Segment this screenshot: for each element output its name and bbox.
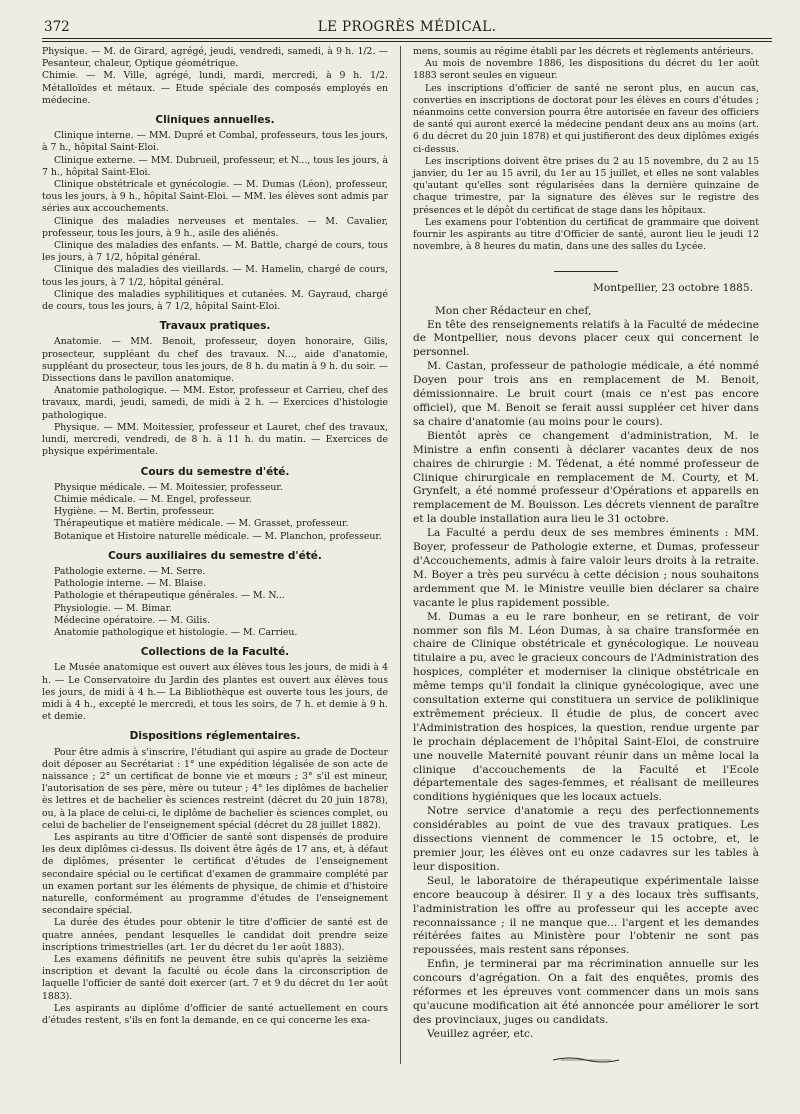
letter-salutation: Mon cher Rédacteur en chef, [435, 304, 592, 317]
section-heading-collections: Collections de la Faculté. [140, 646, 290, 659]
journal-title: LE PROGRÈS MÉDICAL. [317, 19, 497, 35]
paragraph: Physiologie. — M. Bimar. [54, 602, 172, 614]
page-header [42, 16, 772, 39]
paragraph: Les inscriptions d'officier de santé ne seront plus, en aucun cas, converties en inscriptions de doctorat pour les élèves en cours d'études ; néanmoins cette conversion pourra être autorisée en faveur des officiers de santé qui auront exercé la médecine pendant deux ans au moins (art. 6 du décret du 20 juin 1878) et qui justifieront des deux diplômes exigés ci-dessus. [413, 82, 759, 155]
paragraph: Botanique et Histoire naturelle médicale. — M. Planchon, professeur. [54, 530, 382, 542]
paragraph: Physique. — MM. Moitessier, professeur et Lauret, chef des travaux, lundi, mercredi, vendredi, de 8 h. à 11 h. du matin. — Exercices de physique expérimentale. [42, 421, 388, 458]
paragraph: Clinique des maladies des enfants. — M. Battle, chargé de cours, tous les jours, à 7 1/2, hôpital général. [42, 240, 388, 264]
paragraph: Anatomie. — MM. Benoit, professeur, doyen honoraire, Gilis, prosecteur, suppléant du chef des travaux. N..., aide d'anatomie, suppléant du prosecteur, tous les jours, de 8 h. du matin à 9 h. du soir. — Dissections dans le pavillon anatomique. [42, 336, 388, 385]
paragraph: Seul, le laboratoire de thérapeutique expérimentale laisse encore beaucoup à désirer. Il y a des locaux très suffisants, l'administration les offre au professeur qui les accepte avec reconnaissance ; il ne manque que... l'argent et les demandes réitérées faites au Ministère pour l'obtenir ne sont pas repoussées, mais restent sans réponses. [413, 874, 759, 957]
page-number: 372 [44, 19, 70, 35]
paragraph: Enfin, je terminerai par ma récrimination annuelle sur les concours d'agrégation. On a fait des enquêtes, promis des réformes et les épreuves vont commencer dans un mois sans qu'aucune modification ait été annoncée pour améliorer le sort des provinciaux, juges ou candidats. [413, 958, 759, 1026]
paragraph: Clinique des maladies nerveuses et mentales. — M. Cavalier, professeur, tous les jours, à 9 h., asile des aliénés. [42, 215, 388, 239]
paragraph: Clinique des maladies syphilitiques et cutanées. M. Gayraud, chargé de cours, tous les jours, à 7 1/2, hôpital Saint-Eloi. [42, 288, 388, 313]
paragraph: Chimie médicale. — M. Engel, professeur. [54, 493, 252, 505]
right-column [413, 46, 759, 1064]
end-ornament-icon [551, 1056, 621, 1064]
letter-body [413, 305, 759, 1042]
section-separator [554, 271, 618, 272]
paragraph: Hygiène. — M. Bertin, professeur. [54, 506, 215, 518]
paragraph: Bientôt après ce changement d'administration, M. le Ministre a enfin consenti à déclarer vacantes deux de nos chaires de chirurgie : M. Tédenat, a été nommé professeur de Clinique chirurgicale en remplacement de M. Courty, et M. Grynfelt, a été nommé professeur d'Opérations et appareils en remplacement de M. Bouisson. Les décrets viennent de paraître et la double installation aura lieu le 31 octobre. [413, 429, 759, 526]
paragraph: Les inscriptions doivent être prises du 2 au 15 novembre, du 2 au 15 janvier, du 1er au 15 avril, du 1er au 15 juillet, et elles ne sont valables qu'autant qu'elles sont régularisées dans la dernière quinzaine de chaque trimestre, par la signature des élèves sur le registre des présences et le dépôt du certificat de stage dans les hôpitaux. [413, 155, 759, 216]
paragraph: Clinique externe. — MM. Dubrueil, professeur, et N..., tous les jours, à 7 h., hôpital Saint-Eloi. [42, 154, 388, 178]
section-heading-dispositions: Dispositions réglementaires. [129, 730, 301, 743]
paragraph: Thérapeutique et matière médicale. — M. Grasset, professeur. [54, 518, 349, 530]
regulations-continued [413, 46, 759, 253]
paragraph: En tête des renseignements relatifs à la Faculté de médecine de Montpellier, nous devons placer ceux qui concernent le personnel. [413, 318, 759, 359]
paragraph: Physique médicale. — M. Moitessier, professeur. [54, 481, 283, 493]
paragraph: Anatomie pathologique. — MM. Estor, professeur et Carrieu, chef des travaux, mardi, jeudi, samedi, de midi à 2 h. — Exercices d'histologie pathologique. [42, 385, 388, 421]
paragraph: Clinique des maladies des vieillards. — M. Hamelin, chargé de cours, tous les jours, à 7 1/2, hôpital général. [42, 264, 388, 288]
paragraph: Chimie. — M. Ville, agrégé, lundi, mardi, mercredi, à 9 h. 1/2. Métalloïdes et métaux. — Etude spéciale des composés employés en médecine. [42, 70, 388, 106]
section-heading-cliniques: Cliniques annuelles. [155, 114, 275, 127]
section-heading-travaux: Travaux pratiques. [159, 320, 271, 333]
paragraph: M. Castan, professeur de pathologie médicale, a été nommé Doyen pour trois ans en remplacement de M. Benoit, démissionnaire. Le bruit court (mais ce n'est pas encore officiel), que M. Benoit se ferait aussi suppléer cet hiver dans sa chaire d'anatomie (au moins pour le cours). [413, 360, 759, 428]
paragraph: mens, soumis au régime établi par les décrets et règlements antérieurs. [413, 46, 754, 57]
paragraph: La Faculté a perdu deux de ses membres éminents : MM. Boyer, professeur de Pathologie externe, et Dumas, professeur d'Accouchements, admis à faire valoir leurs droits à la retraite. M. Boyer a très peu survécu à cette décision ; nous souhaitons ardemment que M. le Ministre veuille bien déclarer sa chaire vacante le plus rapidement possible. [413, 527, 759, 609]
letter-closing: Veuillez agréer, etc. [427, 1027, 534, 1040]
paragraph: M. Dumas a eu le rare bonheur, en se retirant, de voir nommer son fils M. Léon Dumas, à sa chaire transformée en chaire de Clinique obstétricale et gynécologique. Le nouveau titulaire a pu, avec le gracieux concours de l'Administration des hospices, compléter et moderniser la clinique obstétricale en même temps qu'il fondait la clinique gynécologique, avec une consultation externe qui constituera un service de poliklinique extrêmement précieux. Il étudie de plus, de concert avec l'Administration des hospices, la question, rendue urgente par le prochain déplacement de l'hôpital Saint-Eloi, de construire une nouvelle Maternité pouvant réunir dans un même local la clinique d'accouchements de la Faculté et l'Ecole départementale des sages-femmes, et réalisant de meilleures conditions hygiéniques que les locaux actuels. [413, 610, 759, 804]
section-heading-ete: Cours du semestre d'été. [140, 465, 290, 478]
two-column-body [42, 46, 772, 1064]
paragraph: Clinique interne. — MM. Dupré et Combal, professeurs, tous les jours, à 7 h., hôpital Saint-Eloi. [42, 130, 388, 154]
paragraph: Les examens pour l'obtention du certificat de grammaire que doivent fournir les aspirants au titre d'Officier de santé, auront lieu le jeudi 12 novembre, à 8 heures du matin, dans une des salles du Lycée. [413, 216, 759, 253]
column-divider [400, 46, 401, 1064]
paragraph: Les aspirants au titre d'Officier de santé sont dispensés de produire les deux diplômes ci-dessus. Ils doivent être âgés de 17 ans, et, à défaut de diplômes, présenter le certificat d'études de l'enseignement secondaire spécial ou le certificat d'examen de grammaire complété par un examen portant sur les éléments de physique, de chimie et d'histoire naturelle, conformément au programme d'études de l'enseignement secondaire spécial. [42, 831, 388, 917]
section-heading-auxiliaires: Cours auxiliaires du semestre d'été. [108, 549, 322, 562]
paragraph: Clinique obstétricale et gynécologie. — M. Dumas (Léon), professeur, tous les jours, à 9 h., hôpital Saint-Eloi. — MM. les élèves sont admis par séries aux accouchements. [42, 179, 388, 215]
paragraph: Au mois de novembre 1886, les dispositions du décret du 1er août 1883 seront seules en vigueur. [413, 58, 759, 82]
paragraph: Anatomie pathologique et histologie. — M. Carrieu. [54, 626, 298, 638]
paragraph: Notre service d'anatomie a reçu des perfectionnements considérables au point de vue des travaux pratiques. Les dissections viennent de commencer le 15 octobre, et, le premier jour, les élèves ont eu onze cadavres sur les tables à leur disposition. [413, 805, 759, 873]
letter-dateline: Montpellier, 23 octobre 1885. [592, 282, 753, 295]
paragraph: Le Musée anatomique est ouvert aux élèves tous les jours, de midi à 4 h. — Le Conservatoire du Jardin des plantes est ouvert aux élèves tous les jours, de midi à 4 h.— La Bibliothèque est ouverte tous les jours, de midi à 4 h., excepté le mercredi, et tous les soirs, de 7 h. et demie à 9 h. et demie. [42, 662, 388, 723]
paragraph: Pathologie et thérapeutique générales. — M. N... [54, 590, 285, 602]
paragraph: Les aspirants au diplôme d'officier de santé actuellement en cours d'études restent, s'ils en font la demande, en ce qui concerne les exa- [42, 1002, 388, 1027]
paragraph: Physique. — M. de Girard, agrégé, jeudi, vendredi, samedi, à 9 h. 1/2. — Pesanteur, chaleur, Optique géométrique. [42, 46, 388, 70]
paragraph: Médecine opératoire. — M. Gilis. [54, 614, 211, 626]
left-column [42, 46, 388, 1064]
header-double-rule [42, 41, 772, 42]
paragraph: Pathologie interne. — M. Blaise. [54, 578, 206, 590]
paragraph: Les examens définitifs ne peuvent être subis qu'après la seizième inscription et devant la faculté ou école dans la circonscription de laquelle l'officier de santé doit exercer (art. 7 et 9 du décret du 1er août 1883). [42, 954, 388, 1002]
paragraph: Pour être admis à s'inscrire, l'étudiant qui aspire au grade de Docteur doit déposer au Secrétariat : 1° une expédition légalisée de son acte de naissance ; 2° un certificat de bonne vie et mœurs ; 3° s'il est mineur, l'autorisation de ses père, mère ou tuteur ; 4° les diplômes de bachelier ès lettres et de bachelier ès sciences restreint (décret du 20 juin 1878), ou, à la place de celui-ci, le diplôme de bachelier ès sciences complet, ou celui de bachelier de l'enseignement spécial (décret du 28 juillet 1882). [42, 746, 388, 831]
paragraph: La durée des études pour obtenir le titre d'officier de santé est de quatre années, pendant lesquelles le candidat doit prendre seize inscriptions trimestrielles (art. 1er du décret du 1er août 1883). [42, 917, 388, 953]
paragraph: Pathologie externe. — M. Serre. [54, 565, 206, 577]
